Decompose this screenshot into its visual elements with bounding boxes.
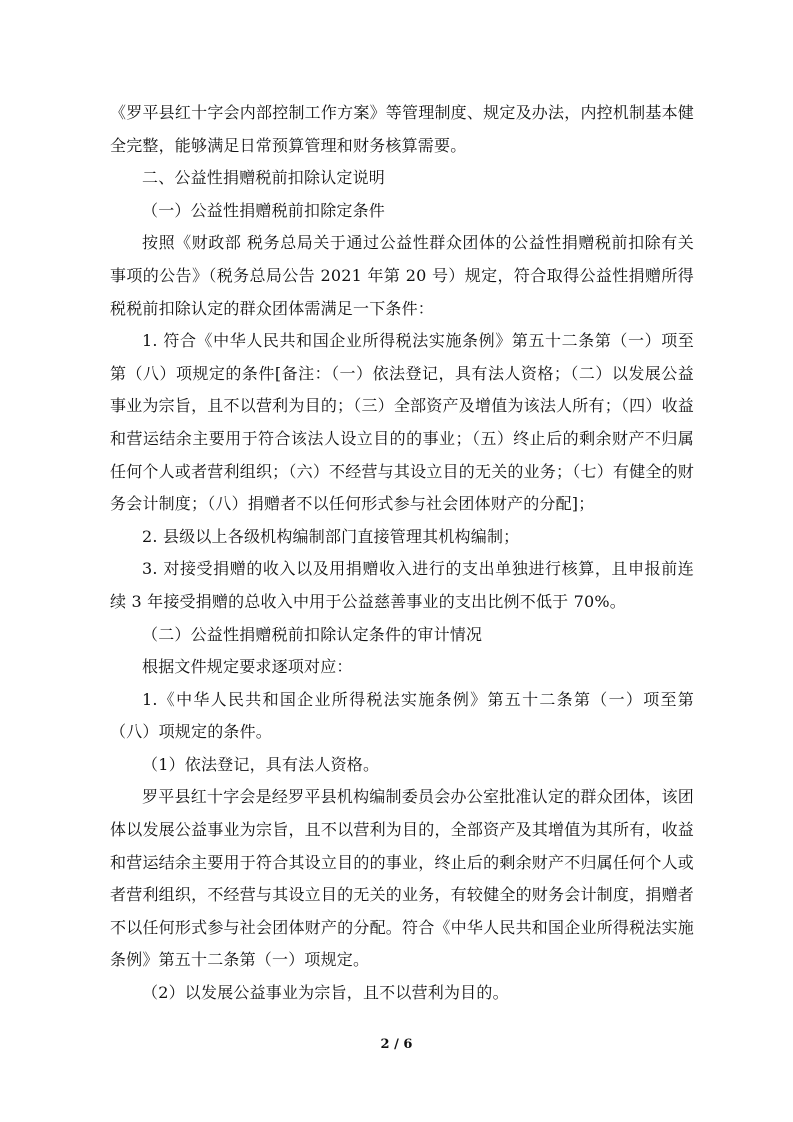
list-item: （2）以发展公益事业为宗旨，且不以营利为目的。 [142,983,509,1003]
list-item: 1. 符合《中华人民共和国企业所得税法实施条例》第五十二条第（一）项至第（八）项规定的条件[备注：（一）依法登记，具有法人资格；（二）以发展公益事业为宗旨，且不以营利为目的；（三）全部资产及增值为该法人所有；（四）收益和营运结余主要用于符合该法人设立目的的事业；（五）终止后的剩余财产不归属任何个人或者营利组织；（六）不经营与其设立目的无关的业务；（七）有健全的财务会计制度；（八）捐赠者不以任何形式参与社会团体财产的分配]； [110,331,694,514]
list-item: 2. 县级以上各级机构编制部门直接管理其机构编制； [142,526,520,546]
paragraph: 罗平县红十字会是经罗平县机构编制委员会办公室批准认定的群众团体，该团体以发展公益事业为宗旨，且不以营利为目的，全部资产及其增值为其所有，收益和营运结余主要用于符合其设立目的的事业，终止后的剩余财产不归属任何个人或者营利组织，不经营与其设立目的无关的业务，有较健全的财务会计制度，捐赠者不以任何形式参与社会团体财产的分配。符合《中华人民共和国企业所得税法实施条例》第五十二条第（一）项规定。 [110,787,694,970]
section-heading: 二、公益性捐赠税前扣除认定说明 [142,168,386,188]
page-number: 2 / 6 [380,1037,413,1052]
list-item: （1）依法登记，具有法人资格。 [142,754,380,774]
document-body [110,97,694,1010]
paragraph: 按照《财政部 税务总局关于通过公益性群众团体的公益性捐赠税前扣除有关事项的公告》（税务总局公告 2021 年第 20 号）规定，符合取得公益性捐赠所得税税前扣除认定的群众团体需满足一下条件： [110,233,694,318]
paragraph: 根据文件规定要求逐项对应： [142,657,353,677]
subsection-heading: （二）公益性捐赠税前扣除认定条件的审计情况 [142,624,483,644]
list-item: 3. 对接受捐赠的收入以及用捐赠收入进行的支出单独进行核算，且申报前连续 3 年接受捐赠的总收入中用于公益慈善事业的支出比例不低于 70%。 [110,559,694,611]
paragraph-continuation: 《罗平县红十字会内部控制工作方案》等管理制度、规定及办法，内控机制基本健全完整，能够满足日常预算管理和财务核算需要。 [110,103,694,155]
subsection-heading: （一）公益性捐赠税前扣除定条件 [142,200,386,220]
list-item: 1.《中华人民共和国企业所得税法实施条例》第五十二条第（一）项至第（八）项规定的条件。 [110,689,694,742]
